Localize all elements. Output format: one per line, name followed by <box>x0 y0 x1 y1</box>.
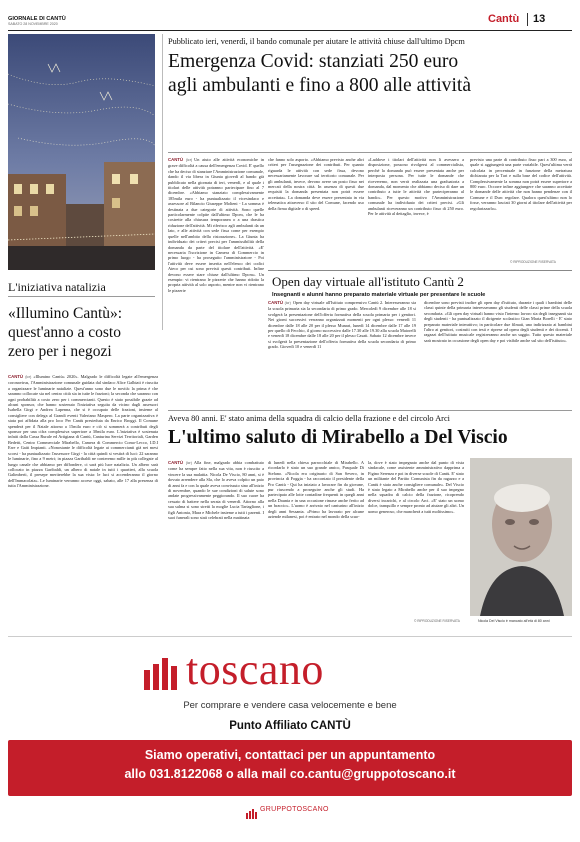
lead-copyright: © RIPRODUZIONE RISERVATA <box>510 260 556 264</box>
ad-contact-line: allo 031.8122068 o alla mail co.cantu@gruppotoscano.it <box>124 767 456 781</box>
sidebar-section-label: L'iniziativa natalizia <box>8 280 106 294</box>
page-number: 13 <box>533 13 546 25</box>
ad-brand: toscano <box>186 645 324 694</box>
lead-column-4: previsto una parte di contributo fisso pari a 300 euro, al quale si aggiungerà una parte variabile. Quest'ultima verrà calcolata in percentuale in funzione della metratura dichiarata per la Tari e sulla base del codice dell'attività. Complessivamente la somma non potrà essere superiore a 800 euro. Occorre infine aggiungere che saranno accettate le domande delle attività che non hanno pendenze con il Comune e il Durc regolare. Qualora quest'ultimo non lo fosse, verranno lasciati 30 giorni al titolare dell'attività per regolarizzarlo». <box>470 157 572 211</box>
open-day-column-2: dicembre sono previsti inoltre gli open day d'istituto, durante i quali i bambini delle classi quinte della primaria interesseranno gli studenti delle classi prime della scuola secondaria. «Gli open day virtuali hanno visto l'intenso lavoro sia degli insegnanti sia degli studenti - ha puntualizzato il dirigente scolastico Gian Maria Borelli - E' stato preparato materiale interattivo; in particolare due filmati, uno indirizzato ai bambini l'altro ai genitori, costruiti con testi e riprese ad opera degli studenti e dei docenti. I ragazzi dell'istituto musicale registreranno anche un saggio. Tutto questo materiale sarà mostrato in occasione degli open day e poi visibile anche sul sito dell'istituto». <box>424 300 572 343</box>
christmas-lights-photo <box>8 34 155 270</box>
issue-date: SABATO 28 NOVEMBRE 2020 <box>8 22 58 26</box>
lead-headline-line-1: Emergenza Covid: stanziati 250 euro <box>168 51 459 72</box>
obit-headline: L'ultimo saluto di Mirabello a Del Viscio <box>168 427 508 448</box>
lead-kicker: Pubblicato ieri, venerdì, il bando comunale per aiutare le attività chiuse dall'ultimo Dpcm <box>168 37 465 46</box>
lead-column-2: che fanno solo asporto. «Abbiamo previsto anche altri criteri per l'assegnazione dei contributi. Per quanto riguarda le attività con sede fissa, devono necessariamente lavorare sul territorio comunale. Per gli ambulanti, invece, devono avere un posto fisso nei mercati della nostra città. In assenza di questi due requisiti la domanda presentata non potrà essere accettata». La domanda deve essere presentata in via telematica attraverso il sito del Comune, facendo uso della firma digitale o di speed. <box>268 157 364 211</box>
obit-photo <box>470 458 572 616</box>
ad-tagline: Per comprare e vendere casa velocemente e bene <box>183 700 397 711</box>
obit-tag: CANTÙ (lcr) <box>168 460 192 465</box>
lead-column-1: CANTÙ (lcr) Un aiuto alle attività economiche in grave difficoltà a causa dell'emergenza Covid. E' quello che ha deciso di stanziare l'Amministrazione comunale, dando il via libera in Giunta giovedì al bando già pubblicato nella giornata di ieri, venerdì, e al quale i titolari delle attività potranno partecipare fino al 7 dicembre. «Abbiamo stanziato complessivamente 185mila euro - ha puntualizzato il vicesindaco e assessore al Bilancio Giuseppe Molteni - La somma è destinata a due categorie di attività. Sono quelle particolarmente colpite dall'ultimo Dpcm, che le ha costrette alla chiusura temporanea o a una drastica riduzione dell'attività. Mi riferisco agli ambulanti da un lato, e alle attività con sede fissa come per esempio quelle nell'ambito della ristorazione». La Giunta ha individuato dei criteri precisi per l'ammissibilità della domanda da parte del titolare dell'attività. «E' necessaria l'iscrizione in Camera di Commercio in primo luogo - ha proseguito l'amministratore - Poi l'attività deve essere inserita nell'elenco dei codici Ateco per cui sono previsti questi contributi. Infine devono essere stare chiuse dall'ultimo Dpcm». Un esempio: vi rientrano le pizzerie che hanno ridotto la propria attività al solo asporto, mentre non vi rientrano le pizzerie <box>168 157 264 293</box>
gruppo-toscano-logo <box>245 804 345 818</box>
open-day-subtitle: Insegnanti e alunni hanno preparato materiale virtuale per presentare le scuole <box>272 292 486 298</box>
open-day-tag: CANTÙ (lcr) <box>268 300 291 305</box>
ad-band-line-1: Siamo operativi, contattaci per un appuntamento <box>144 748 436 762</box>
sidebar-headline <box>8 304 158 361</box>
lead-column-3: «Laddove i titolari dell'attività non li avessero a disposizione, possono rivolgersi al commercialista, perché la domanda può essere presentata anche per interposta persona. Per tutte le domande che riceveremo, non verrà realizzata una graduatoria a domanda, dal momento che abbiamo deciso di dare un contributo a tutte le attività che parteciperanno al bando». Per questo motivo l'Amministrazione comunale ha individuato dei criteri precisi. «Gli ambulanti riceveranno un contributo fisso di 250 euro. Per le attività al dettaglio, invece, è <box>368 157 464 217</box>
ad-top-rule <box>8 636 572 637</box>
header-rule <box>8 30 572 31</box>
lead-rule <box>168 152 572 153</box>
obit-copyright: © RIPRODUZIONE RISERVATA <box>414 619 460 623</box>
header-separator <box>527 13 528 26</box>
house-icon <box>140 652 184 692</box>
ad-affiliate: Punto Affiliato CANTÙ <box>229 720 351 732</box>
obit-column-3: la, dove è stato impegnato anche dal punto di vista sindacale, come assistente amministrativo dapprima a Figino Serenza e poi in diverse scuole di Cantù. E' stato un militante del Partito Comunista fin da ragazzo e a Cantù è stato anche consigliere comunale». Del Viscio è stato legato a Mirabello anche per il suo impegno nella squadra di calcio della frazione, ricoprendo diversi incarichi, e al circolo Arci. «E' stato un uomo dolce, tranquillo e sempre pronto ad aiutare gli altri. Un uomo generoso, che mancherà a tutti moltissimo». <box>368 460 464 514</box>
sidebar-divider <box>162 34 163 330</box>
obit-photo-caption: Nicola Del Viscio è mancato all'età di 80 anni <box>478 619 550 623</box>
masthead: GIORNALE DI CANTÙ <box>8 16 66 22</box>
ad-group-name: GRUPPOTOSCANO <box>260 806 329 813</box>
obit-top-rule <box>168 410 572 411</box>
obit-column-2: di lunedì nella chiesa parrocchiale di Mirabello. A ricordarlo è stato un suo grande amico, Pasquale Di Stefano. «Nicola era originario di San Severo, in provincia di Foggia - ha raccontato il presidente della Pro Cantù - Qui ha iniziato a lavorare fin da giovane, pur riuscendo a proseguire anche gli studi. Ha partecipato alle lotte contadine frequenti in quegli anni nella Daunia e in una occasione rimase anche ferito ad un braccio». L'uomo è arrivato nel canturino all'inizio degli anni Sessanta. «Primo ha lavorato per alcune aziende milanesi, poi è entrato nel mondo della scuo- <box>268 460 364 520</box>
lead-headline-line-2: agli ambulanti e fino a 800 alle attività <box>168 75 472 96</box>
lead-headline <box>168 50 572 98</box>
sidebar-headline-line-2: quest'anno a costo <box>8 324 121 341</box>
sidebar-rule <box>8 296 155 297</box>
sidebar-article-body: CANTÙ (lcr) «Illumino Cantù» 2020». Malgrado le difficoltà legate all'emergenza coronavirus, l'Amministrazione comunale guidata dal sindaco Alice Galbiati è riuscita a organizzare le luminarie natalizie. Quest'anno sono due le novità: la prima è che saranno collocate sia nel centro città sia in tutte le frazioni; la seconda che saranno con ogni probabilità a costo zero per i commercianti. Questo è stato possibile grazie ad alcuni sponsor, che hanno sostenuto l'iniziativa seguita da vicino dagli assessori Isabella Girgi e Andrea Lapenna, che si è occupato delle frazioni, insieme al consigliere con delega al Grandi eventi Valeriano Maspero. La parte organizzativa è stata poi affidata alla pro loco Per Cantù presieduta da Enrico Broggi. Il Comune spenderà per il Natale attorno a 15mila euro e ciò si sommerà a contributi degli sponsor per una cifra complessiva superiore a 30mila euro. L'iniziativa è sostenuta infatti dalla Cassa Rurale ed Artigiana di Cantù, Canturina Servizi Territoriali, Garden Bedetti, Centro Commerciale Mirabello, Camera di Commercio Como-Lecco, I.D.I Erre e Gaiti Impianti. «Nonostante le difficoltà legate ai commercianti già nei mesi scorsi - ha puntualizzato l'assessore Girgi - la città quindi si vestirà di luci: 22 saranno le luminarie, fino a 9 metri; in piazza Garibaldi ne conteremo mille in più collegate al lungo canale che abbiamo per diffondere, ci sarà più luce natalizia. Un albero sarà collocato in piazza Garibaldi, un albero di natale in tutti i quartieri, alla scuola Galimberti, il presepe meriterebbe la sua vista: le luci si accenderanno il giorno dell'Immacolata». Le luminarie verranno accese oggi, sabato, alle 17 alla presenza di tutta l'Amministrazione. <box>8 374 158 489</box>
open-day-title: Open day virtuale all'istituto Cantù 2 <box>272 274 464 289</box>
sidebar-headline-line-1: «Illumino Cantù»: <box>8 305 123 322</box>
lead-tag: CANTÙ (lcr) <box>168 157 193 162</box>
sidebar-tag: CANTÙ (lcr) <box>8 374 32 379</box>
obit-column-1: CANTÙ (lcr) Alla fine, malgrado abbia combattuto come ha sempre fatto nella sua vita, non è riuscito a vincere la sua malattia. Nicola De Viscio, 80 anni, si è dovuto arrendere alla Sla, che lo aveva colpito un paio di anni fa e con la quale aveva convissuto sino all'inizio di novembre, quando le sue condizioni di salute sono andate progressivamente peggiorando. Il suo cuore ha cessato di battere nella serata di venerdì. Attorno alla sua salma si sono stretti la moglie Lucia Tartaglione, i figli Antonia, Mara e Michele insieme a tutti i parenti. I suoi funerali sono stati celebrati nella mattinata <box>168 460 264 521</box>
section-name: Cantù <box>488 13 520 25</box>
obit-kicker: Aveva 80 anni. E' stato anima della squadra di calcio della frazione e del circolo Arci <box>168 414 450 423</box>
sidebar-headline-line-3: zero per i negozi <box>8 343 112 360</box>
small-house-icon <box>245 806 257 824</box>
open-day-column-1: CANTÙ (lcr) Open day virtuale all'Istituto comprensivo Cantù 2. Interesseranno sia la scuola primaria sia la secondaria di primo grado. Mercoledì 9 dicembre alle 18 si svolgerà la presentazione dell'offerta formativa della scuola primaria per i genitori. Nei giorni successivi verranno organizzati momenti per ogni plesso: venerdì 11 dicembre dalle 18 alle 20 per il plesso Munari, lunedì 14 dicembre dalle 17 alle 19 per quello di Fecchio, il giorno successivo dalle 17.30 alle 19.30 alla scuola Maiorelli e venerdì 18 dicembre dalle 18 alle 20 per il plesso Casati. Sabato 12 dicembre invece si svolgerà la presentazione dell'offerta formativa della scuola secondaria di primo grado. Giovedì 10 e venerdì 11 <box>268 300 416 350</box>
ad-red-band <box>8 740 572 796</box>
toscano-logo <box>140 645 440 698</box>
